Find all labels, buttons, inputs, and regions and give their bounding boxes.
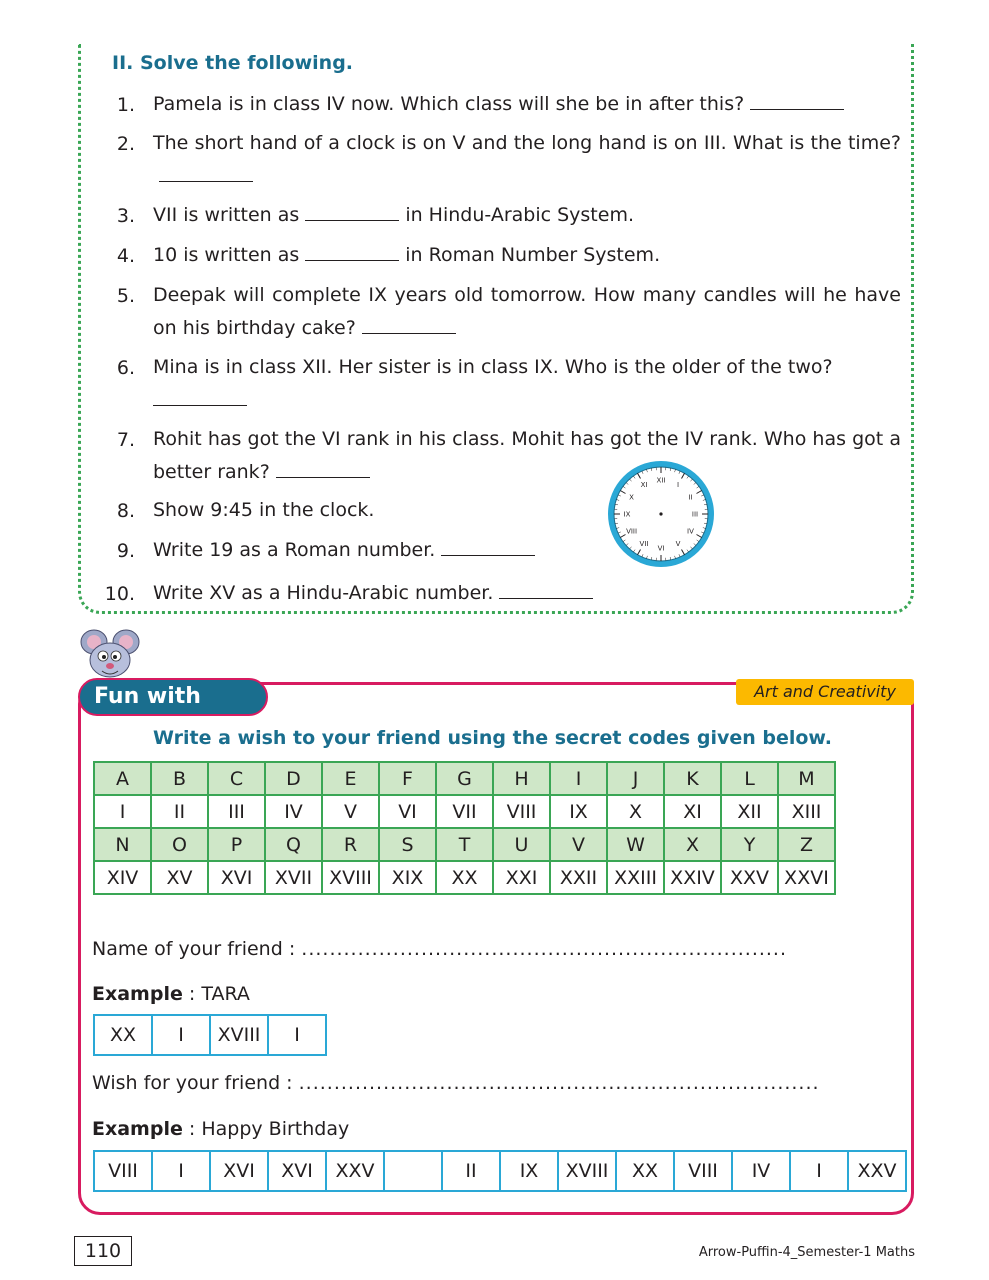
- question-9: Write 19 as a Roman number.: [153, 534, 593, 567]
- wish-dots[interactable]: ..........................................................................: [298, 1072, 820, 1094]
- code-numeral-cell: XXIII: [607, 861, 664, 894]
- code-row-codes: [94, 861, 835, 894]
- clock-numeral: IX: [623, 510, 631, 519]
- question-5: Deepak will complete IX years old tomorrow. How many candles will he have on his birthday cake?: [153, 284, 901, 339]
- code-letter-cell: X: [664, 828, 721, 861]
- question-4: 10 is written as in Roman Number System.: [153, 244, 661, 266]
- example1-label: Example : TARA: [92, 983, 250, 1005]
- footer-text: Arrow-Puffin-4_Semester-1 Maths: [698, 1245, 915, 1260]
- example-code-box: I: [790, 1151, 848, 1191]
- code-numeral-cell: IV: [265, 795, 322, 828]
- code-numeral-cell: VI: [379, 795, 436, 828]
- answer-blank[interactable]: [305, 202, 399, 221]
- code-letter-cell: O: [151, 828, 208, 861]
- question-number: 9.: [116, 540, 135, 562]
- code-numeral-cell: XIII: [778, 795, 835, 828]
- question-number: 6.: [116, 357, 135, 379]
- answer-blank[interactable]: [499, 580, 593, 599]
- code-numeral-cell: XX: [436, 861, 493, 894]
- code-numeral-cell: I: [94, 795, 151, 828]
- question-number: 3.: [116, 205, 135, 227]
- code-letter-cell: I: [550, 762, 607, 795]
- example-code-box: IX: [500, 1151, 558, 1191]
- example-code-box: IV: [732, 1151, 790, 1191]
- answer-blank[interactable]: [159, 163, 253, 182]
- code-letter-cell: W: [607, 828, 664, 861]
- friend-name-line: Name of your friend : .....................................................................: [92, 938, 788, 960]
- code-numeral-cell: XVIII: [322, 861, 379, 894]
- clock-numeral: I: [676, 481, 680, 490]
- fun-with-maths-tab: Fun with Maths: [78, 678, 268, 716]
- code-numeral-cell: XV: [151, 861, 208, 894]
- code-numeral-cell: VIII: [493, 795, 550, 828]
- code-letter-cell: P: [208, 828, 265, 861]
- page-number: 110: [74, 1236, 132, 1266]
- code-letter-cell: F: [379, 762, 436, 795]
- code-letter-cell: H: [493, 762, 550, 795]
- question-number: 2.: [116, 133, 135, 155]
- code-numeral-cell: XI: [664, 795, 721, 828]
- code-numeral-cell: XIX: [379, 861, 436, 894]
- code-letter-cell: Z: [778, 828, 835, 861]
- example-code-box: XVI: [268, 1151, 326, 1191]
- code-numeral-cell: VII: [436, 795, 493, 828]
- code-letter-cell: K: [664, 762, 721, 795]
- example1-code-boxes: [93, 1014, 327, 1056]
- example-code-box: VIII: [94, 1151, 152, 1191]
- code-letter-cell: T: [436, 828, 493, 861]
- code-numeral-cell: XVI: [208, 861, 265, 894]
- code-letter-cell: N: [94, 828, 151, 861]
- code-letter-cell: Y: [721, 828, 778, 861]
- example-code-box: I: [268, 1015, 326, 1055]
- code-row-letters: [94, 828, 835, 861]
- question-number: 4.: [116, 245, 135, 267]
- answer-blank[interactable]: [750, 91, 844, 110]
- question-number: 8.: [116, 500, 135, 522]
- code-letter-cell: R: [322, 828, 379, 861]
- clock-numeral: V: [675, 539, 681, 548]
- code-letter-cell: A: [94, 762, 151, 795]
- example-code-box: I: [152, 1151, 210, 1191]
- code-numeral-cell: XXIV: [664, 861, 721, 894]
- question-number: 5.: [116, 285, 135, 307]
- example-code-box: XXV: [326, 1151, 384, 1191]
- clock-numeral: VII: [639, 539, 649, 548]
- code-letter-cell: D: [265, 762, 322, 795]
- code-numeral-cell: XXII: [550, 861, 607, 894]
- answer-blank[interactable]: [276, 459, 370, 478]
- code-numeral-cell: XIV: [94, 861, 151, 894]
- code-letter-cell: G: [436, 762, 493, 795]
- example-code-box: VIII: [674, 1151, 732, 1191]
- code-letter-cell: M: [778, 762, 835, 795]
- fun-heading: Write a wish to your friend using the secret codes given below.: [153, 727, 832, 749]
- clock-numeral: VI: [657, 544, 665, 553]
- code-letter-cell: V: [550, 828, 607, 861]
- code-letter-cell: C: [208, 762, 265, 795]
- clock-numeral: II: [688, 493, 693, 502]
- secret-code-table: [93, 761, 836, 895]
- clock-center: [659, 512, 662, 515]
- question-2: The short hand of a clock is on V and the long hand is on III. What is the time?: [153, 127, 901, 193]
- example-code-box: XVIII: [210, 1015, 268, 1055]
- code-numeral-cell: III: [208, 795, 265, 828]
- example-code-box: I: [152, 1015, 210, 1055]
- question-7: Rohit has got the VI rank in his class. Mohit has got the IV rank. Who has got a better rank?: [153, 428, 901, 483]
- question-number: 7.: [116, 429, 135, 451]
- friend-name-dots[interactable]: .....................................................................: [301, 938, 788, 960]
- answer-blank[interactable]: [153, 387, 247, 406]
- question-number: 1.: [116, 94, 135, 116]
- code-numeral-cell: IX: [550, 795, 607, 828]
- example2-label: Example : Happy Birthday: [92, 1118, 350, 1140]
- example-code-box: XXV: [848, 1151, 906, 1191]
- code-numeral-cell: XXVI: [778, 861, 835, 894]
- code-letter-cell: U: [493, 828, 550, 861]
- code-numeral-cell: V: [322, 795, 379, 828]
- code-letter-cell: S: [379, 828, 436, 861]
- code-numeral-cell: XXV: [721, 861, 778, 894]
- example-code-box: [384, 1151, 442, 1191]
- question-6: Mina is in class XII. Her sister is in class IX. Who is the older of the two?: [153, 351, 901, 417]
- question-10: Write XV as a Hindu-Arabic number.: [153, 577, 673, 610]
- clock-numeral: VIII: [626, 527, 638, 536]
- code-numeral-cell: XXI: [493, 861, 550, 894]
- clock-numeral: XII: [656, 476, 666, 485]
- clock-face-icon[interactable]: [606, 459, 716, 569]
- section-title: II. Solve the following.: [112, 52, 354, 74]
- code-letter-cell: E: [322, 762, 379, 795]
- example-code-box: II: [442, 1151, 500, 1191]
- question-8: Show 9:45 in the clock.: [153, 499, 375, 521]
- code-letter-cell: Q: [265, 828, 322, 861]
- code-letter-cell: J: [607, 762, 664, 795]
- clock-numeral: XI: [640, 481, 648, 490]
- example-code-box: XVIII: [558, 1151, 616, 1191]
- code-numeral-cell: XVII: [265, 861, 322, 894]
- question-1: Pamela is in class IV now. Which class will she be in after this?: [153, 88, 901, 121]
- answer-blank[interactable]: [362, 315, 456, 334]
- answer-blank[interactable]: [441, 537, 535, 556]
- code-numeral-cell: X: [607, 795, 664, 828]
- art-creativity-tag: Art and Creativity: [736, 679, 914, 705]
- clock-numeral: IV: [687, 527, 694, 536]
- question-number: 10.: [104, 583, 135, 605]
- clock-numeral: X: [629, 493, 634, 502]
- example-code-box: XX: [94, 1015, 152, 1055]
- code-letter-cell: L: [721, 762, 778, 795]
- code-numeral-cell: XII: [721, 795, 778, 828]
- code-row-codes: [94, 795, 835, 828]
- question-3: VII is written as in Hindu-Arabic System.: [153, 204, 634, 226]
- clock-numeral: III: [691, 510, 699, 519]
- example-code-box: XVI: [210, 1151, 268, 1191]
- code-numeral-cell: II: [151, 795, 208, 828]
- answer-blank[interactable]: [305, 242, 399, 261]
- code-letter-cell: B: [151, 762, 208, 795]
- wish-line: Wish for your friend : ..........................................................................: [92, 1072, 820, 1094]
- example2-code-boxes: [93, 1150, 907, 1192]
- example-code-box: XX: [616, 1151, 674, 1191]
- code-row-letters: [94, 762, 835, 795]
